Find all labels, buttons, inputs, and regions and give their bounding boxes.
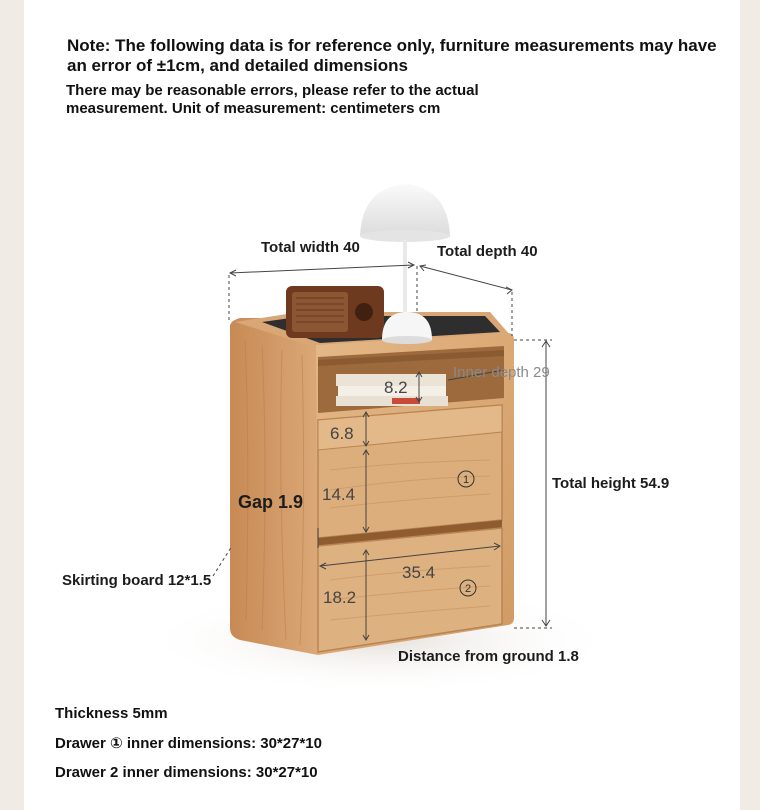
- ground-distance-label: Distance from ground 1.8: [398, 648, 579, 665]
- drawer-2-inner-text: Drawer 2 inner dimensions: 30*27*10: [55, 764, 318, 781]
- inner-depth-label: Inner depth 29: [453, 364, 550, 381]
- drawer-width: 35.4: [402, 563, 436, 582]
- skirting-board-label: Skirting board 12*1.5: [62, 572, 212, 589]
- note-line-2: There may be reasonable errors, please refer to the actual measurement. Unit of measurement: centimeters cm: [66, 82, 479, 117]
- open-shelf-height: 8.2: [384, 378, 408, 397]
- drawer-2-number: 2: [464, 583, 472, 595]
- total-width-label: Total width 40: [261, 239, 360, 256]
- drawer-1-inner-text: Drawer ① inner dimensions: 30*27*10: [55, 735, 322, 752]
- top-panel-height: 6.8: [330, 424, 354, 443]
- note-line-1: Note: The following data is for reference only, furniture measurements may have an error of ±1cm, and detailed dimensions: [67, 36, 717, 75]
- radio: [286, 286, 384, 338]
- total-height-label: Total height 54.9: [552, 475, 670, 492]
- cabinet-side-panel: [230, 318, 318, 655]
- drawer-1-number: 1: [462, 474, 470, 486]
- total-depth-label: Total depth 40: [437, 243, 538, 260]
- drawer-2-height: 18.2: [323, 588, 357, 607]
- gap-label: Gap 1.9: [238, 492, 304, 512]
- drawer-1-height: 14.4: [322, 485, 356, 504]
- thickness-text: Thickness 5mm: [55, 705, 168, 722]
